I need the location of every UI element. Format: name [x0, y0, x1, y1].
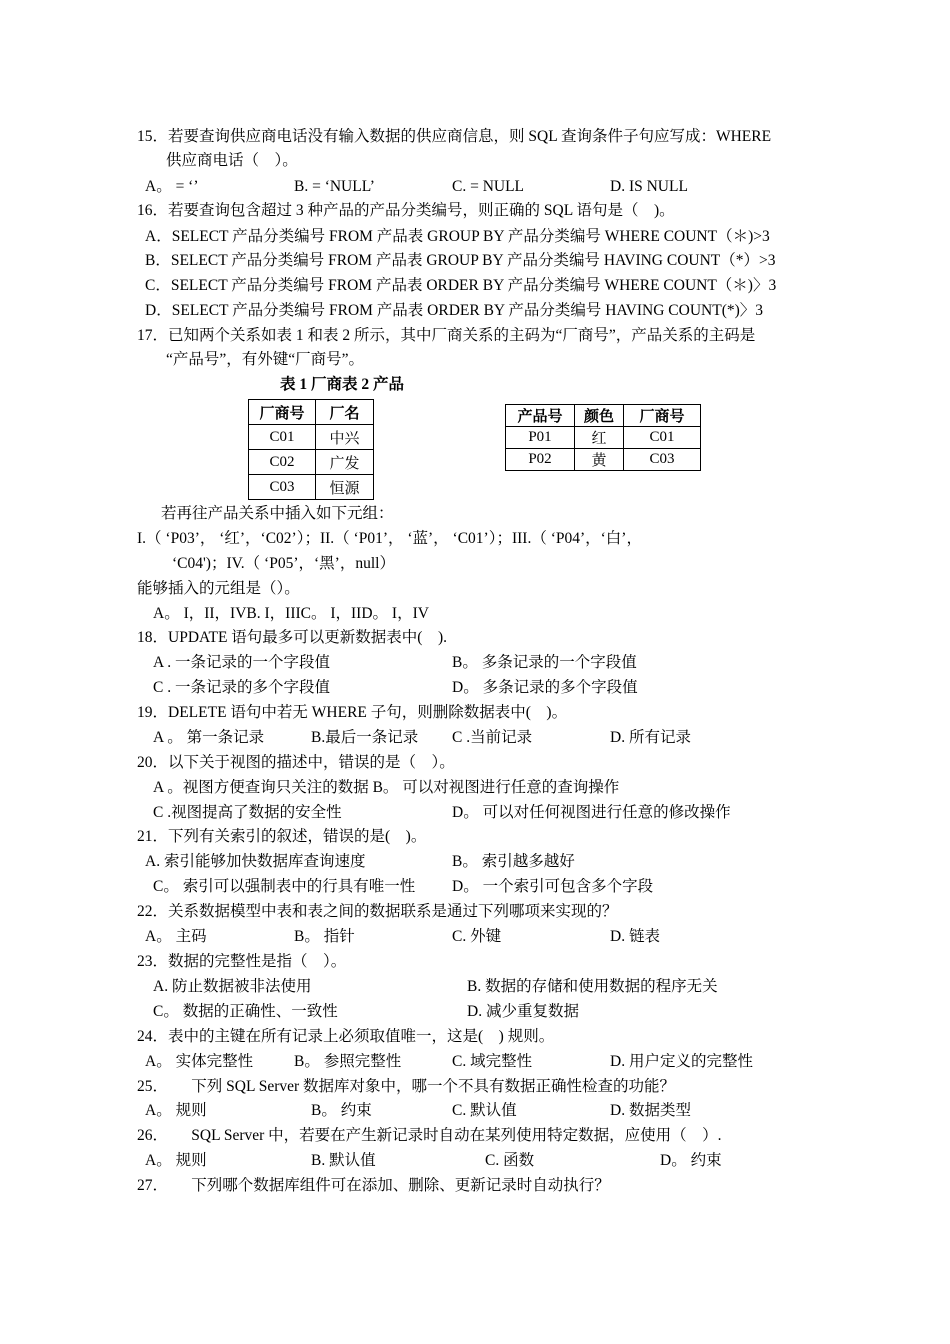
- q17-question: 能够插入的元组是（）。: [137, 580, 300, 597]
- table2-cell: C01: [624, 427, 701, 449]
- product-table: [505, 404, 701, 471]
- table1-cell: 恒源: [316, 475, 374, 500]
- q16-stem: 16．若要查询包含超过 3 种产品的产品分类编号，则正确的 SQL 语句是（ )。: [137, 202, 675, 219]
- table1-cell: C01: [249, 425, 316, 450]
- q18-option-d: D。 多条记录的多个字段值: [452, 679, 638, 696]
- q20-option-c: C .视图提高了数据的安全性: [153, 804, 342, 821]
- q25-stem: 25． 下列 SQL Server 数据库对象中，哪一个不具有数据正确性检查的功能？: [137, 1078, 676, 1095]
- q26-option-c: C. 函数: [485, 1152, 535, 1169]
- q24-option-c: C. 域完整性: [452, 1053, 533, 1070]
- q23-option-b: B. 数据的存储和使用数据的程序无关: [467, 978, 718, 995]
- q22-option-a: A。 主码: [145, 928, 207, 945]
- q27-stem: 27． 下列哪个数据库组件可在添加、删除、更新记录时自动执行？: [137, 1177, 610, 1194]
- q19-option-d: D. 所有记录: [610, 729, 691, 746]
- q24-stem: 24．表中的主键在所有记录上必须取值唯一，这是( ) 规则。: [137, 1028, 555, 1045]
- q15-option-c: C. = NULL: [452, 178, 525, 195]
- q17-insert-text: 若再往产品关系中插入如下元组：: [161, 505, 394, 522]
- q24-option-a: A。 实体完整性: [145, 1053, 254, 1070]
- table2-cell: 红: [575, 427, 624, 449]
- q19-option-b: B.最后一条记录: [311, 729, 419, 746]
- q18-option-a: A . 一条记录的一个字段值: [153, 654, 330, 671]
- q17-options: A。 I，II，IVB. I，IIIC。 I，IID。 I，IV: [153, 605, 429, 622]
- q17-tuples-line2: ‘C04')；IV.（ ‘P05’，‘黑’，null）: [172, 555, 395, 572]
- q23-stem: 23．数据的完整性是指（ ）。: [137, 953, 347, 970]
- q21-option-c: C。 索引可以强制表中的行具有唯一性: [153, 878, 416, 895]
- q15-option-a: A。 = ‘’: [145, 178, 199, 195]
- q25-option-b: B。 约束: [311, 1102, 372, 1119]
- q16-option-a: A．SELECT 产品分类编号 FROM 产品表 GROUP BY 产品分类编号 WHERE COUNT（＊)>3: [145, 228, 770, 245]
- q22-option-b: B。 指针: [294, 928, 355, 945]
- table2-cell: P01: [506, 427, 575, 449]
- q18-stem: 18．UPDATE 语句最多可以更新数据表中( ).: [137, 629, 447, 646]
- q16-option-d: D．SELECT 产品分类编号 FROM 产品表 ORDER BY 产品分类编号 HAVING COUNT(*)〉3: [145, 302, 764, 319]
- q20-stem: 20．以下关于视图的描述中，错误的是（ ）。: [137, 754, 455, 771]
- q21-option-b: B。 索引越多越好: [452, 853, 575, 870]
- manufacturer-table: [248, 399, 374, 500]
- q21-option-d: D。 一个索引可包含多个字段: [452, 878, 654, 895]
- q17-stem-line2: “产品号”，有外键“厂商号”。: [166, 351, 365, 368]
- q16-option-c: C．SELECT 产品分类编号 FROM 产品表 ORDER BY 产品分类编号 WHERE COUNT（＊)〉3: [145, 277, 777, 294]
- table1-cell: C03: [249, 475, 316, 500]
- q23-option-a: A. 防止数据被非法使用: [153, 978, 312, 995]
- q26-option-a: A。 规则: [145, 1152, 207, 1169]
- table2-cell: 黄: [575, 449, 624, 471]
- q22-stem: 22．关系数据模型中表和表之间的数据联系是通过下列哪项来实现的？: [137, 903, 618, 920]
- q18-option-c: C . 一条记录的多个字段值: [153, 679, 330, 696]
- q15-option-b: B. = ‘NULL’: [294, 178, 375, 195]
- table1-cell: C02: [249, 450, 316, 475]
- q16-option-b: B．SELECT 产品分类编号 FROM 产品表 GROUP BY 产品分类编号 HAVING COUNT（*）>3: [145, 252, 776, 269]
- q15-option-d: D. IS NULL: [610, 178, 688, 195]
- q19-stem: 19．DELETE 语句中若无 WHERE 子句，则删除数据表中( )。: [137, 704, 568, 721]
- table1-header: 厂名: [316, 400, 374, 425]
- q15-stem-line1: 15．若要查询供应商电话没有输入数据的供应商信息，则 SQL 查询条件子句应写成：WHERE: [137, 128, 772, 145]
- q26-stem: 26． SQL Server 中，若要在产生新记录时自动在某列使用特定数据，应使用（ ）.: [137, 1127, 722, 1144]
- q23-option-d: D. 减少重复数据: [467, 1003, 579, 1020]
- q18-option-b: B。 多条记录的一个字段值: [452, 654, 637, 671]
- q20-option-ab: A 。视图方便查询只关注的数据 B。 可以对视图进行任意的查询操作: [153, 779, 620, 796]
- q21-stem: 21．下列有关索引的叙述，错误的是( )。: [137, 828, 427, 845]
- q24-option-b: B。 参照完整性: [294, 1053, 402, 1070]
- table2-header: 产品号: [506, 405, 575, 427]
- q22-option-d: D. 链表: [610, 928, 660, 945]
- table2-cell: C03: [624, 449, 701, 471]
- q25-option-d: D. 数据类型: [610, 1102, 691, 1119]
- q17-tuples-line1: I.（ ‘P03’， ‘红’，‘C02’）；II.（ ‘P01’， ‘蓝’， ‘C01’）；III.（ ‘P04’，‘白’，: [137, 530, 642, 547]
- q15-stem-line2: 供应商电话（ ）。: [166, 152, 298, 169]
- q21-option-a: A. 索引能够加快数据库查询速度: [145, 853, 366, 870]
- q23-option-c: C。 数据的正确性、一致性: [153, 1003, 338, 1020]
- table2-header: 厂商号: [624, 405, 701, 427]
- table1-header: 厂商号: [249, 400, 316, 425]
- q22-option-c: C. 外键: [452, 928, 502, 945]
- q25-option-c: C. 默认值: [452, 1102, 517, 1119]
- q25-option-a: A。 规则: [145, 1102, 207, 1119]
- table1-cell: 中兴: [316, 425, 374, 450]
- q26-option-d: D。 约束: [660, 1152, 722, 1169]
- q24-option-d: D. 用户定义的完整性: [610, 1053, 753, 1070]
- q17-stem-line1: 17．已知两个关系如表 1 和表 2 所示，其中厂商关系的主码为“厂商号”，产品关系的主码是: [137, 327, 756, 344]
- table-caption: 表 1 厂商表 2 产品: [280, 376, 405, 393]
- q19-option-c: C .当前记录: [452, 729, 533, 746]
- table2-cell: P02: [506, 449, 575, 471]
- q26-option-b: B. 默认值: [311, 1152, 376, 1169]
- q20-option-d: D。 可以对任何视图进行任意的修改操作: [452, 804, 731, 821]
- table2-header: 颜色: [575, 405, 624, 427]
- table1-cell: 广发: [316, 450, 374, 475]
- q19-option-a: A 。 第一条记录: [153, 729, 265, 746]
